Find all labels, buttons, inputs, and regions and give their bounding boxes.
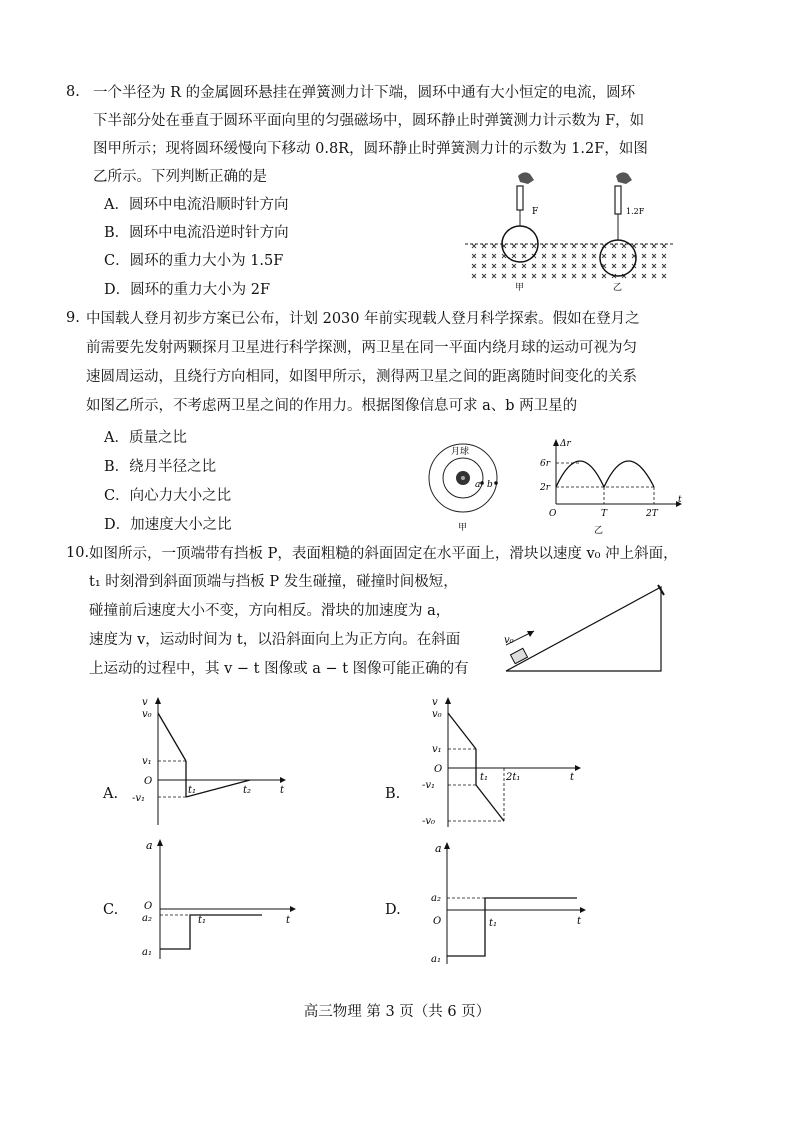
q8-line-3: 图甲所示；现将圆环缓慢向下移动 0.8R，圆环静止时弹簧测力计的示数为 1.2F，如图 <box>93 141 648 157</box>
sat-b-label: b <box>487 480 493 490</box>
q9-option-c: C．向心力大小之比 <box>104 488 232 504</box>
graph-a-y: v <box>142 697 148 708</box>
x-axis-label: t <box>678 495 682 505</box>
x-tick-t: T <box>601 509 608 519</box>
q10-line-1: 如图所示，一顶端带有挡板 P，表面粗糙的斜面固定在水平面上，滑块以速度 v₀ 冲上斜面， <box>89 546 678 562</box>
q9-number: 9. <box>66 310 80 326</box>
satellite-b <box>494 481 498 485</box>
y-axis-label: Δr <box>560 439 571 449</box>
graph-a-t1: t₁ <box>188 785 197 796</box>
graph-d-y: a <box>435 842 442 855</box>
q10-line-5: 上运动的过程中，其 v − t 图像或 a − t 图像可能正确的有 <box>89 661 469 677</box>
hand-icon-right <box>616 172 632 184</box>
graph-b <box>420 695 585 830</box>
moon-label: 月球 <box>451 447 470 457</box>
figure-label-right: 乙 <box>613 283 623 293</box>
graph-c-a2: a₂ <box>142 913 152 924</box>
graph-c <box>140 835 300 965</box>
graph-d-label: D. <box>385 902 401 918</box>
graph-d-o: O <box>433 916 442 927</box>
q8-line-2: 下半部分处在垂直于圆环平面向里的匀强磁场中，圆环静止时弹簧测力计示数为 F，如 <box>93 113 645 129</box>
q8-option-a: A．圆环中电流沿顺时针方向 <box>104 197 289 213</box>
q8-option-c: C．圆环的重力大小为 1.5F <box>104 253 284 269</box>
graph-figure-label: 乙 <box>594 526 604 536</box>
graph-b-line <box>448 713 476 749</box>
graph-a-nv1: -v₁ <box>132 793 146 804</box>
q10-number: 10. <box>66 545 90 561</box>
graph-a <box>130 695 290 830</box>
graph-c-line <box>160 915 262 949</box>
graph-d-t1: t₁ <box>489 918 498 929</box>
graph-d-line <box>447 898 577 956</box>
q9-option-d: D．加速度大小之比 <box>104 517 232 533</box>
graph-c-o: O <box>144 901 153 912</box>
graph-d-a2: a₂ <box>431 893 441 904</box>
spring-scale-right <box>615 186 621 214</box>
magnetic-field-region <box>470 244 670 282</box>
graph-b-nv1: -v₁ <box>422 780 436 791</box>
q9-orbit-figure <box>425 440 505 535</box>
q8-option-d: D．圆环的重力大小为 2F <box>104 282 271 298</box>
graph-b-y: v <box>432 697 438 708</box>
y-tick-6r: 6r <box>540 459 551 469</box>
graph-c-t: t <box>286 915 291 926</box>
q9-line-3: 速圆周运动，且绕行方向相同，如图甲所示，测得两卫星之间的距离随时间变化的关系 <box>86 369 637 385</box>
graph-a-line <box>158 713 186 761</box>
graph-c-y: a <box>146 839 153 852</box>
graph-a-v1: v₁ <box>142 756 152 767</box>
q8-line-1: 一个半径为 R 的金属圆环悬挂在弹簧测力计下端，圆环中通有大小恒定的电流，圆环 <box>93 85 636 101</box>
satellite-a <box>480 481 484 485</box>
y-tick-2r: 2r <box>540 483 551 493</box>
page-footer: 高三物理 第 3 页（共 6 页） <box>303 1004 491 1020</box>
q10-incline-figure <box>496 585 676 675</box>
force-label-left: F <box>532 207 539 217</box>
graph-a-t2: t₂ <box>243 785 252 796</box>
incline <box>506 587 661 671</box>
q9-option-a: A．质量之比 <box>104 430 187 446</box>
q9-line-4: 如图乙所示，不考虑两卫星之间的作用力。根据图像信息可求 a、b 两卫星的 <box>86 398 578 414</box>
x-tick-2t: 2T <box>646 509 658 519</box>
graph-b-nv0: -v₀ <box>422 816 436 827</box>
origin-label: O <box>549 509 557 519</box>
q10-line-3: 碰撞前后速度大小不变，方向相反。滑块的加速度为 a， <box>89 603 451 619</box>
graph-a-label: A. <box>103 786 119 802</box>
hand-icon-left <box>518 172 534 184</box>
spring-scale-left <box>517 186 523 210</box>
v0-label: v₀ <box>504 635 514 646</box>
graph-d <box>425 840 590 970</box>
graph-b-o: O <box>434 764 443 775</box>
graph-b-label: B. <box>385 786 401 802</box>
graph-c-a1: a₁ <box>142 947 152 958</box>
graph-d-a1: a₁ <box>431 954 441 965</box>
q8-number: 8. <box>66 84 80 100</box>
graph-a-t: t <box>280 785 285 796</box>
sat-a-label: a <box>475 480 481 490</box>
graph-b-t2: 2t₁ <box>506 772 521 783</box>
graph-b-t1: t₁ <box>480 772 489 783</box>
graph-b-t: t <box>570 772 575 783</box>
q10-line-4: 速度为 v，运动时间为 t，以沿斜面向上为正方向。在斜面 <box>89 632 461 648</box>
graph-a-v0: v₀ <box>142 709 152 720</box>
figure-label-left: 甲 <box>515 283 525 293</box>
orbit-figure-label: 甲 <box>458 523 468 533</box>
q8-line-4: 乙所示。下列判断正确的是 <box>93 169 267 185</box>
graph-c-t1: t₁ <box>198 915 207 926</box>
q9-line-2: 前需要先发射两颗探月卫星进行科学探测，两卫星在同一平面内绕月球的运动可视为匀 <box>86 340 637 356</box>
q10-line-2: t₁ 时刻滑到斜面顶端与挡板 P 发生碰撞，碰撞时间极短， <box>89 574 458 590</box>
q8-figure <box>460 172 680 292</box>
force-label-right: 1.2F <box>626 207 645 216</box>
q9-distance-graph <box>536 438 686 538</box>
distance-curve <box>556 461 654 487</box>
graph-b-v1: v₁ <box>432 744 442 755</box>
q9-line-1: 中国载人登月初步方案已公布，计划 2030 年前实现载人登月科学探索。假如在登月之 <box>86 311 640 327</box>
q9-option-b: B．绕月半径之比 <box>104 459 217 475</box>
q8-option-b: B．圆环中电流沿逆时针方向 <box>104 225 289 241</box>
graph-a-o: O <box>144 776 153 787</box>
graph-c-label: C. <box>103 902 119 918</box>
graph-d-t: t <box>577 916 582 927</box>
graph-b-v0: v₀ <box>432 709 442 720</box>
